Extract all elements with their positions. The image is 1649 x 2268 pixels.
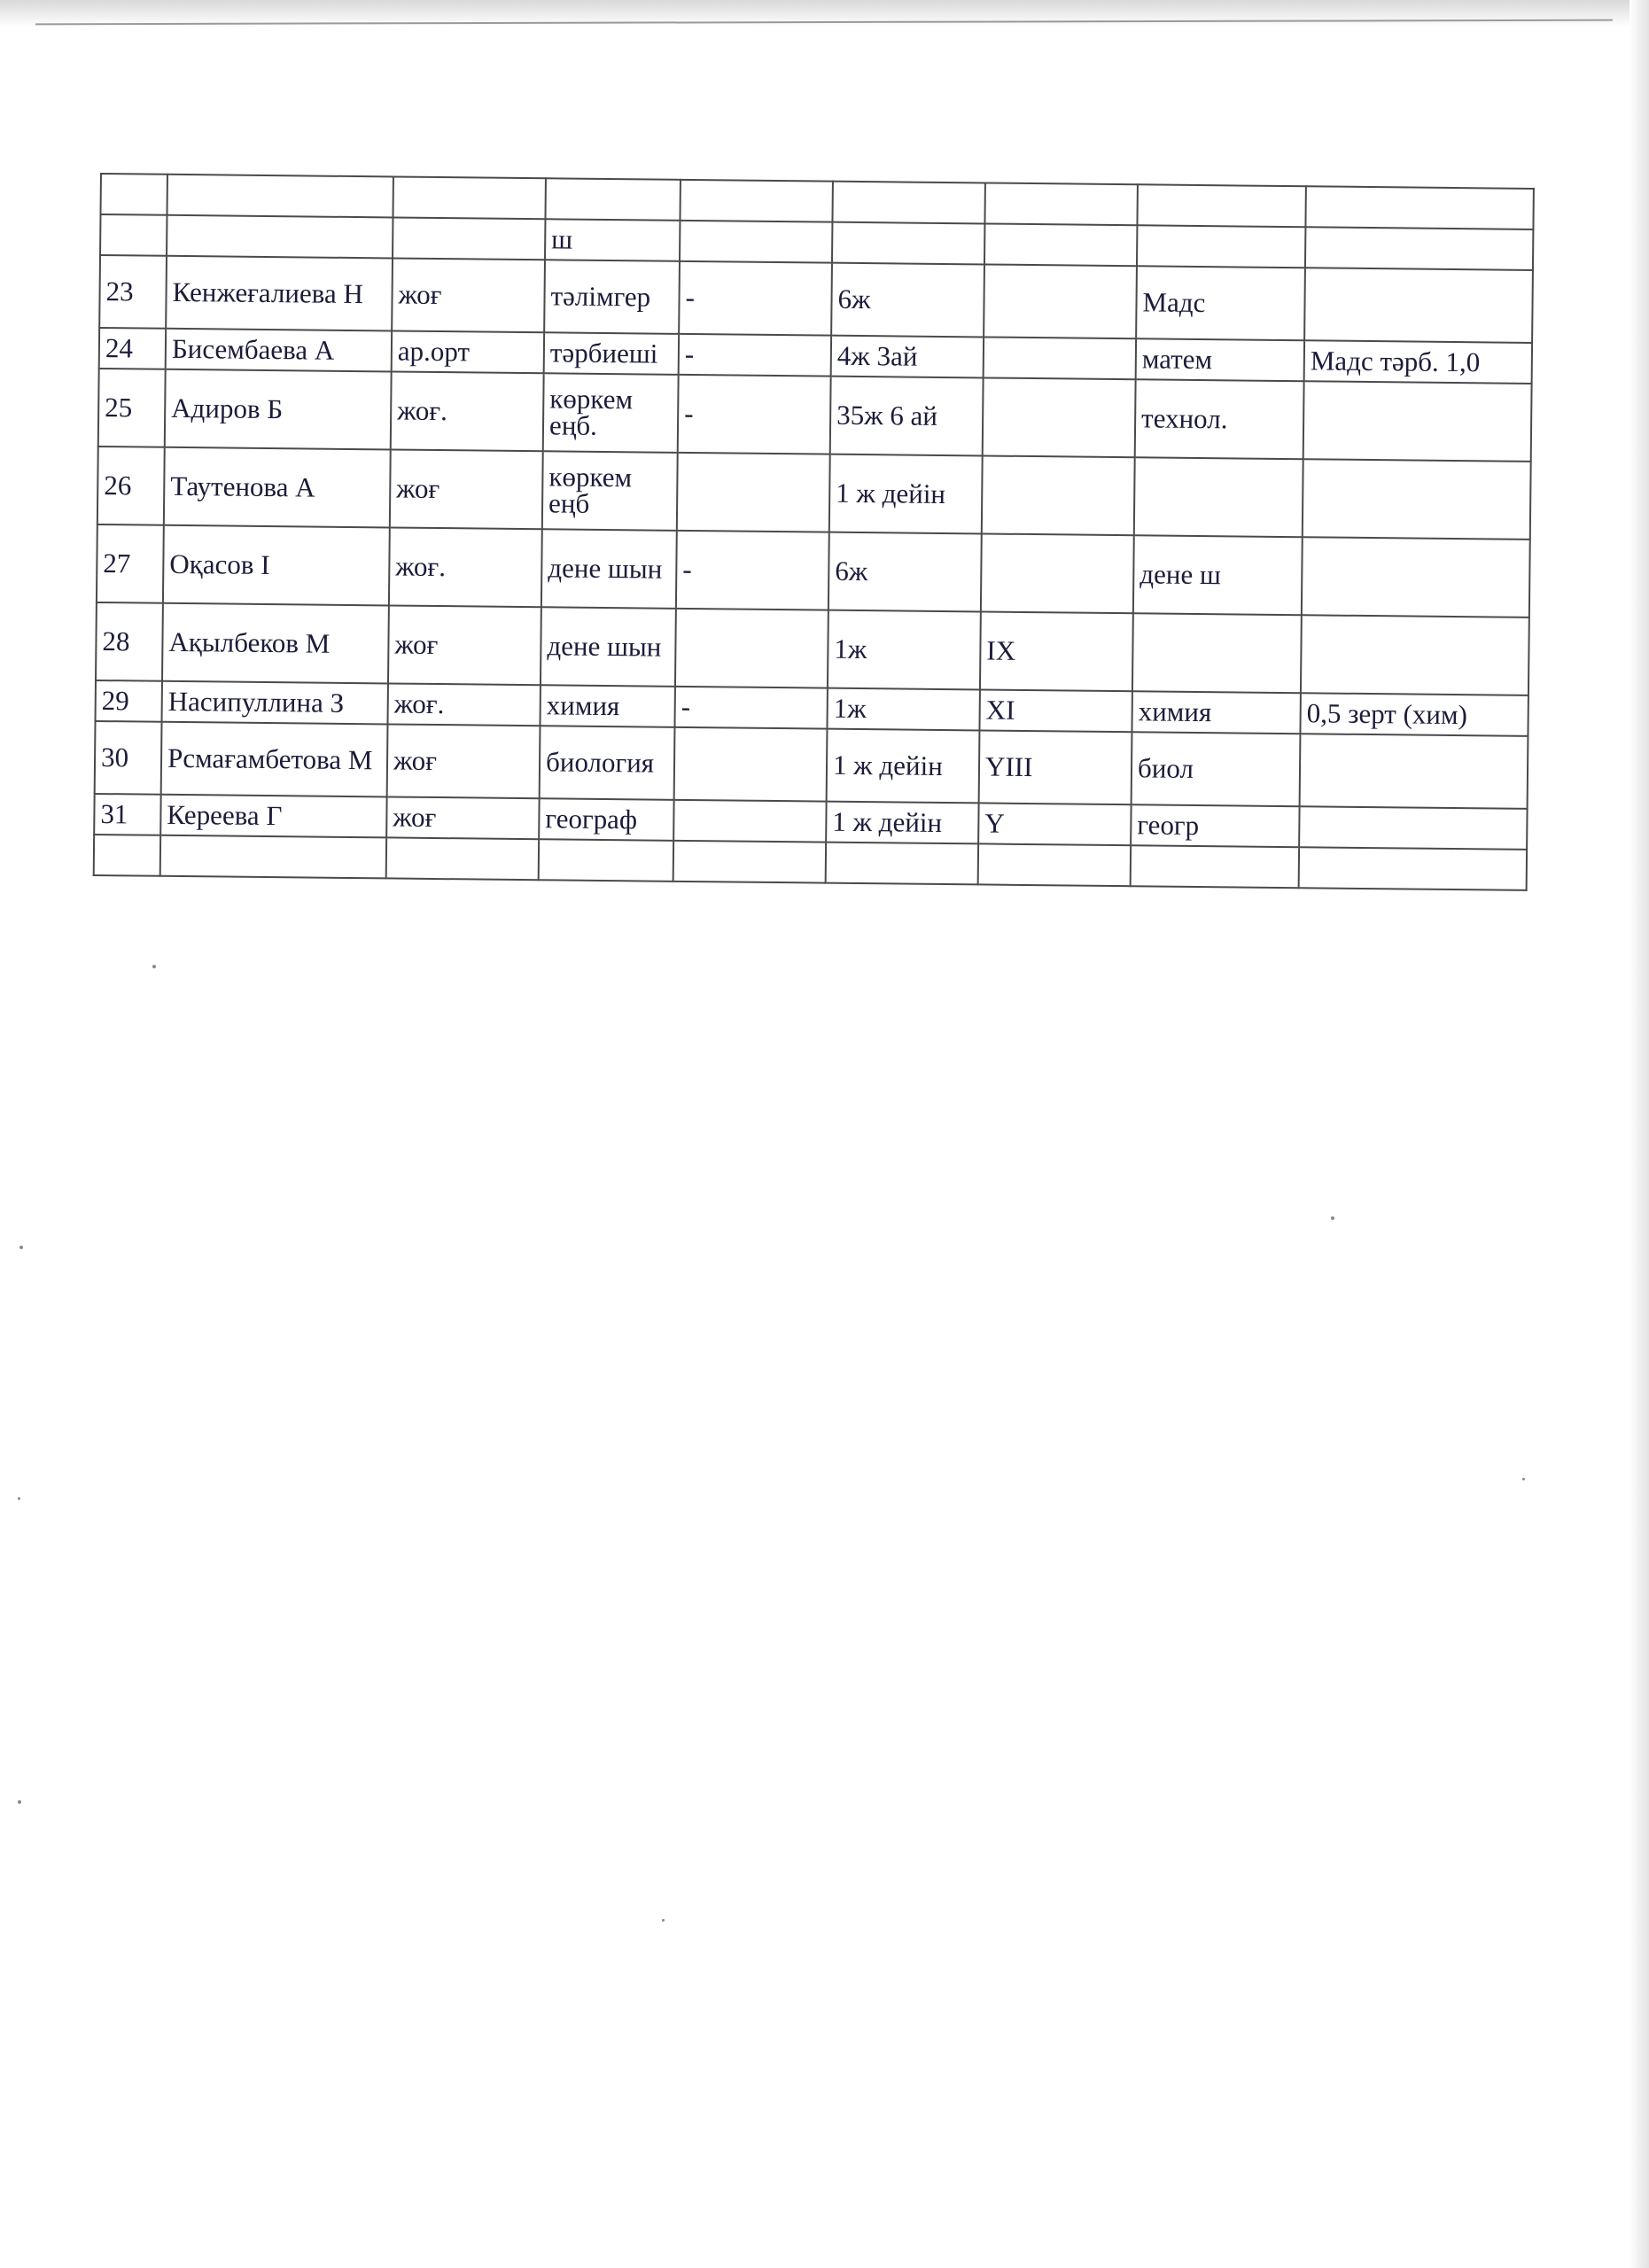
cell-empty bbox=[101, 174, 167, 215]
cell-category: - bbox=[679, 334, 831, 377]
cell-empty bbox=[1131, 845, 1299, 888]
cell-note bbox=[1300, 734, 1528, 809]
scan-speck bbox=[18, 1497, 20, 1500]
cell-note bbox=[1302, 537, 1530, 617]
cell-experience: 4ж 3ай bbox=[831, 336, 984, 378]
cell-education: жоғ bbox=[387, 724, 541, 798]
scan-speck bbox=[19, 1246, 23, 1249]
cell-load bbox=[1134, 457, 1303, 537]
cell-education: ар.орт bbox=[392, 330, 544, 373]
cell-education: жоғ bbox=[392, 258, 545, 332]
cell-category bbox=[675, 609, 828, 688]
cell-number: 26 bbox=[97, 447, 165, 525]
cell-empty bbox=[393, 176, 545, 219]
cell-name: Рсмағамбетова М bbox=[161, 722, 388, 797]
cell-number: 29 bbox=[96, 680, 162, 722]
cell-category bbox=[674, 727, 828, 802]
cell-load: биол bbox=[1132, 732, 1301, 806]
cell-empty bbox=[1299, 847, 1527, 890]
cell-empty bbox=[1137, 225, 1305, 268]
cell-subject: географ bbox=[539, 798, 673, 841]
cell-empty bbox=[680, 180, 832, 222]
cell-grade: IX bbox=[980, 611, 1133, 691]
cell-empty bbox=[393, 217, 545, 260]
cell-number: 27 bbox=[97, 524, 164, 603]
cell-empty bbox=[1305, 186, 1533, 229]
cell-name: Кенжеғалиева Н bbox=[166, 256, 393, 331]
scan-speck bbox=[152, 965, 156, 968]
cell-grade: XI bbox=[979, 689, 1132, 732]
cell-grade bbox=[984, 337, 1136, 379]
cell-name: Таутенова А bbox=[164, 447, 391, 528]
cell-note bbox=[1304, 268, 1533, 343]
cell-subject: тәрбиеші bbox=[544, 332, 679, 375]
cell-load: матем bbox=[1136, 338, 1304, 381]
cell-subject: көркем еңб bbox=[542, 451, 678, 531]
scan-right-shadow bbox=[1630, 0, 1649, 2268]
cell-education: жоғ bbox=[386, 796, 539, 839]
table-row bbox=[96, 602, 1529, 695]
cell-note bbox=[1301, 615, 1529, 695]
scan-speck bbox=[18, 1800, 21, 1804]
cell-education: жоғ. bbox=[387, 683, 540, 726]
cell-empty bbox=[984, 223, 1137, 266]
cell-load: технол. bbox=[1135, 379, 1304, 459]
cell-grade bbox=[982, 455, 1135, 535]
cell-subject: химия bbox=[540, 685, 674, 727]
cell-grade: YIII bbox=[979, 730, 1132, 804]
cell-experience: 1 ж дейін bbox=[827, 729, 980, 804]
cell-empty bbox=[1305, 227, 1533, 270]
cell-load: химия bbox=[1132, 691, 1300, 734]
table-row bbox=[97, 447, 1531, 540]
cell-subject: дене шын bbox=[541, 529, 677, 609]
cell-name: Кереева Г bbox=[160, 795, 386, 838]
cell-subject: ш bbox=[545, 219, 680, 261]
scan-speck bbox=[662, 1919, 665, 1922]
cell-grade bbox=[984, 264, 1137, 338]
cell-name: Насипуллина З bbox=[162, 681, 388, 725]
cell-empty bbox=[100, 214, 167, 256]
cell-empty bbox=[167, 175, 393, 218]
cell-grade: Y bbox=[978, 803, 1131, 845]
cell-education: жоғ bbox=[390, 449, 543, 529]
cell-subject: тәлімгер bbox=[544, 260, 680, 334]
cell-category bbox=[677, 453, 830, 532]
cell-load: Мадс bbox=[1136, 266, 1305, 340]
cell-number: 24 bbox=[99, 328, 166, 369]
scan-speck bbox=[1522, 1478, 1525, 1480]
scan-speck bbox=[1331, 1216, 1334, 1220]
cell-name: Оқасов І bbox=[163, 525, 390, 606]
cell-empty bbox=[832, 182, 984, 224]
cell-load: геогр bbox=[1131, 804, 1299, 847]
cell-category: - bbox=[678, 375, 831, 454]
cell-education: жоғ. bbox=[389, 527, 542, 607]
cell-note bbox=[1303, 459, 1531, 540]
cell-empty bbox=[545, 178, 680, 221]
cell-empty bbox=[94, 835, 160, 876]
cell-name: Бисембаева А bbox=[166, 329, 392, 372]
cell-subject: дене шын bbox=[541, 607, 676, 687]
cell-number: 23 bbox=[99, 255, 167, 329]
cell-load bbox=[1132, 613, 1302, 693]
cell-education: жоғ. bbox=[391, 371, 544, 451]
cell-subject: көркем еңб. bbox=[543, 373, 679, 453]
cell-note: Мадс тәрб. 1,0 bbox=[1304, 340, 1532, 384]
cell-experience: 6ж bbox=[828, 532, 982, 612]
cell-empty bbox=[832, 222, 984, 265]
cell-experience: 1 ж дейін bbox=[826, 802, 978, 844]
cell-experience: 1 ж дейін bbox=[829, 454, 983, 534]
cell-subject: биология bbox=[540, 726, 675, 800]
cell-empty bbox=[673, 841, 826, 883]
cell-empty bbox=[984, 183, 1137, 225]
cell-category: - bbox=[676, 531, 829, 610]
cell-experience: 35ж 6 ай bbox=[830, 377, 984, 456]
cell-experience: 1ж bbox=[827, 688, 979, 731]
cell-empty bbox=[680, 221, 832, 263]
cell-empty bbox=[978, 843, 1131, 886]
cell-grade bbox=[983, 377, 1136, 457]
cell-experience: 1ж bbox=[828, 610, 981, 690]
cell-name: Адиров Б bbox=[165, 369, 392, 450]
cell-number: 31 bbox=[94, 794, 160, 835]
cell-name: Ақылбеков М bbox=[162, 603, 389, 684]
cell-number: 28 bbox=[96, 602, 163, 681]
cell-note bbox=[1303, 381, 1532, 462]
cell-empty bbox=[1137, 184, 1305, 227]
cell-category bbox=[673, 800, 826, 843]
cell-grade bbox=[981, 533, 1134, 613]
cell-empty bbox=[167, 215, 393, 259]
cell-load: дене ш bbox=[1133, 535, 1303, 615]
cell-note bbox=[1299, 806, 1527, 850]
table-row bbox=[98, 369, 1532, 462]
cell-category: - bbox=[679, 261, 832, 336]
staff-roster-table-container bbox=[93, 173, 1533, 891]
cell-empty bbox=[160, 835, 386, 879]
cell-empty bbox=[539, 839, 673, 882]
cell-category: - bbox=[674, 687, 827, 729]
cell-number: 30 bbox=[95, 721, 162, 795]
cell-education: жоғ bbox=[388, 605, 541, 685]
table-row bbox=[97, 524, 1530, 617]
cell-empty bbox=[826, 843, 978, 885]
cell-experience: 6ж bbox=[831, 263, 984, 338]
cell-number: 25 bbox=[98, 369, 166, 447]
cell-empty bbox=[386, 837, 539, 880]
cell-note: 0,5 зерт (хим) bbox=[1300, 693, 1528, 736]
staff-roster-table bbox=[93, 173, 1535, 891]
